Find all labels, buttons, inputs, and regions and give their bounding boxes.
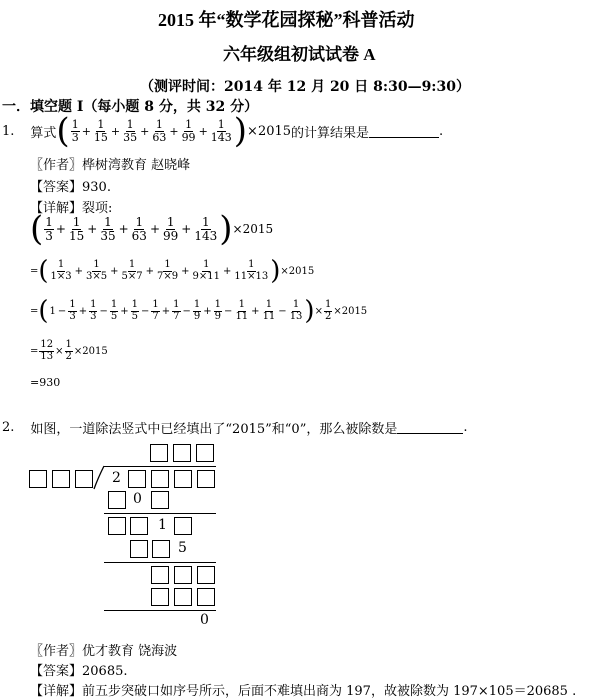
operator: +	[110, 124, 121, 138]
operator: +	[120, 305, 129, 317]
step4-half: $\frac{1}{2}$	[65, 339, 72, 362]
digit-box[interactable]	[108, 517, 126, 535]
fraction: $\frac{1}{35}$	[123, 117, 138, 144]
operator: 1	[49, 305, 56, 317]
operator: +	[149, 222, 160, 236]
operator: −	[278, 305, 287, 317]
division-bar	[104, 466, 216, 467]
digit-box[interactable]	[108, 491, 126, 509]
fraction: $\frac{1}{1\times 3}$	[50, 259, 72, 282]
test-time: （测评时间：2014 年 12 月 20 日 8:30—9:30）	[140, 79, 470, 95]
step2-times: ×2015	[280, 265, 315, 277]
solution-step-2: = ( $\frac{1}{1\times 3}$ + $\frac{1}{3\times 5}$ + $\frac{1}{5\times 7}$ + $\frac{1}{7\times 9}$ + $\frac{1}{9\times 11}$ + $\frac{1}{11\times 13}$ ) ×2015	[30, 256, 315, 286]
fraction: $\frac{1}{3}$	[90, 299, 97, 322]
digit-box[interactable]	[128, 470, 146, 488]
question-suffix: 的计算结果是	[291, 125, 370, 141]
question-2	[2, 418, 468, 437]
fraction: $\frac{1}{63}$	[152, 117, 167, 144]
fraction: $\frac{1}{13}$	[289, 299, 303, 322]
fraction: $\frac{1}{15}$	[93, 117, 108, 144]
step3-terms	[49, 300, 305, 322]
q2-author: 〖作者〗优才教育 饶海波	[30, 644, 178, 659]
digit-box[interactable]	[152, 540, 170, 558]
fraction: $\frac{1}{11}$	[235, 299, 249, 322]
operator: +	[74, 265, 84, 277]
question-period: .	[439, 123, 444, 139]
fraction: $\frac{1}{5\times 7}$	[121, 259, 143, 282]
operator: +	[161, 305, 171, 317]
step4-times-2015: ×2015	[73, 345, 108, 357]
digit-box[interactable]	[151, 566, 169, 584]
digit-box[interactable]	[151, 588, 169, 606]
operator: +	[181, 222, 192, 236]
operator: +	[55, 222, 66, 236]
fraction: $\frac{1}{9\times 11}$	[192, 259, 221, 282]
fraction: $\frac{1}{143}$	[194, 214, 218, 243]
operator: +	[169, 124, 179, 138]
operator: +	[81, 124, 91, 138]
operator: +	[110, 265, 119, 277]
fraction: $\frac{1}{7\times 9}$	[157, 259, 179, 282]
operator: +	[87, 222, 98, 236]
digit-box[interactable]	[151, 470, 169, 488]
fraction: $\frac{1}{11\times 13}$	[234, 259, 269, 282]
digit-box[interactable]	[174, 470, 192, 488]
left-paren: (	[56, 111, 70, 151]
operator: +	[223, 265, 232, 277]
q1-detail-label: 【详解】裂项:	[30, 201, 113, 216]
step4-times: ×	[55, 345, 64, 357]
step4-fraction: $\frac{12}{13}$	[40, 339, 54, 362]
division-bracket	[92, 464, 108, 490]
fraction: $\frac{1}{3}$	[71, 117, 79, 144]
operator: −	[99, 305, 108, 317]
digit-box[interactable]	[52, 470, 70, 488]
digit-box[interactable]	[130, 517, 148, 535]
remainder-0: 0	[200, 612, 209, 628]
digit-box[interactable]	[75, 470, 93, 488]
digit-box[interactable]	[174, 588, 192, 606]
operator: +	[78, 305, 88, 317]
digit-box[interactable]	[173, 444, 191, 462]
fraction: $\frac{1}{3\times 5}$	[86, 259, 108, 282]
operator: +	[181, 265, 190, 277]
fraction: $\frac{1}{99}$	[181, 117, 196, 144]
digit-box[interactable]	[197, 566, 215, 584]
question-text: 如图，一道除法竖式中已经填出了“2015”和“0”，那么被除数是	[30, 422, 398, 437]
fraction: $\frac{1}{7}$	[152, 299, 159, 322]
fraction: $\frac{1}{3}$	[69, 299, 76, 322]
step3-eq: =	[30, 305, 39, 317]
fraction: $\frac{1}{15}$	[68, 214, 85, 243]
fraction: $\frac{1}{35}$	[100, 214, 116, 243]
q2-detail: 【详解】前五步突破口如序号所示，后面不难填出商为 197，故被除数为 197×105＝20685 .	[30, 684, 577, 699]
subtraction-line	[104, 562, 216, 563]
step1-terms	[43, 216, 219, 242]
digit-box[interactable]	[196, 444, 214, 462]
solution-step-1: ( $\frac{1}{3}$ + $\frac{1}{15}$ + $\frac{1}{35}$ + $\frac{1}{63}$ + $\frac{1}{99}$ + $\frac{1}{143}$ ) ×2015	[30, 209, 274, 249]
step3-times-2015: ×2015	[333, 305, 368, 317]
solution-result: =930	[30, 376, 61, 389]
digit-5: 5	[178, 540, 187, 556]
question-number: 1.	[2, 123, 15, 139]
section-heading: 一．填空题 Ⅰ（每小题 8 分，共 32 分）	[2, 99, 259, 115]
step2-terms	[49, 260, 271, 282]
digit-2: 2	[112, 470, 121, 486]
q1-answer: 【答案】930.	[30, 180, 111, 195]
question-prefix: 算式	[30, 125, 57, 141]
fraction: $\frac{1}{5}$	[110, 299, 118, 322]
solution-step-3: = ( 1 − $\frac{1}{3}$ + $\frac{1}{3}$ − $\frac{1}{5}$ + $\frac{1}{5}$ − $\frac{1}{7}$ + $\frac{1}{7}$ − $\frac{1}{9}$ + $\frac{1}{9}$ − $\frac{1}{11}$ + $\frac{1}{11}$ − $\frac{1}{13}$ ) × $\frac{1}{2}$ ×2015	[30, 296, 368, 326]
fraction: $\frac{1}{11}$	[262, 299, 276, 322]
operator: −	[224, 305, 233, 317]
digit-box[interactable]	[150, 444, 168, 462]
step4-eq: =	[30, 345, 39, 357]
fraction: $\frac{1}{63}$	[131, 214, 147, 243]
digit-box[interactable]	[29, 470, 47, 488]
page-subtitle: 六年级组初试试卷 A	[223, 45, 376, 64]
digit-box[interactable]	[174, 566, 192, 584]
right-paren: )	[233, 111, 248, 151]
step1-times: ×2015	[232, 222, 274, 236]
q1-author: 〖作者〗桦树湾教育 赵晓峰	[30, 158, 191, 173]
question-number: 2.	[2, 420, 15, 435]
q2-answer: 【答案】20685.	[30, 664, 128, 679]
digit-box[interactable]	[197, 470, 215, 488]
fraction: $\frac{1}{3}$	[45, 214, 53, 243]
fraction: $\frac{1}{143}$	[210, 117, 232, 144]
answer-blank[interactable]	[369, 125, 439, 138]
operator: +	[145, 265, 155, 277]
operator: +	[251, 305, 260, 317]
solution-step-4	[30, 340, 108, 362]
operator: +	[198, 124, 208, 138]
fraction: $\frac{1}{9}$	[214, 299, 222, 322]
operator: −	[182, 305, 191, 317]
operator: +	[118, 222, 129, 236]
operator: −	[57, 305, 67, 317]
step3-times: ×	[314, 305, 323, 317]
half-fraction: $\frac{1}{2}$	[324, 299, 332, 322]
digit-1: 1	[158, 517, 167, 533]
fraction: $\frac{1}{5}$	[131, 299, 138, 322]
page-title: 2015 年“数学花园探秘”科普活动	[158, 10, 415, 30]
subtraction-line	[104, 513, 216, 514]
digit-box[interactable]	[130, 540, 148, 558]
operator: +	[140, 124, 150, 138]
digit-box[interactable]	[151, 491, 169, 509]
operator: +	[203, 305, 212, 317]
digit-box[interactable]	[174, 517, 192, 535]
sum-expression	[70, 119, 234, 143]
subtraction-line	[104, 610, 216, 611]
fraction: $\frac{1}{9}$	[193, 299, 201, 322]
answer-blank[interactable]	[397, 421, 463, 434]
step2-eq: =	[30, 265, 39, 277]
operator: −	[140, 305, 150, 317]
times-2015: ×2015	[247, 123, 292, 139]
fraction: $\frac{1}{7}$	[173, 299, 180, 322]
question-1	[2, 111, 444, 151]
question-period: .	[463, 420, 468, 435]
digit-box[interactable]	[197, 588, 215, 606]
fraction: $\frac{1}{99}$	[163, 214, 179, 243]
digit-0: 0	[133, 491, 142, 507]
